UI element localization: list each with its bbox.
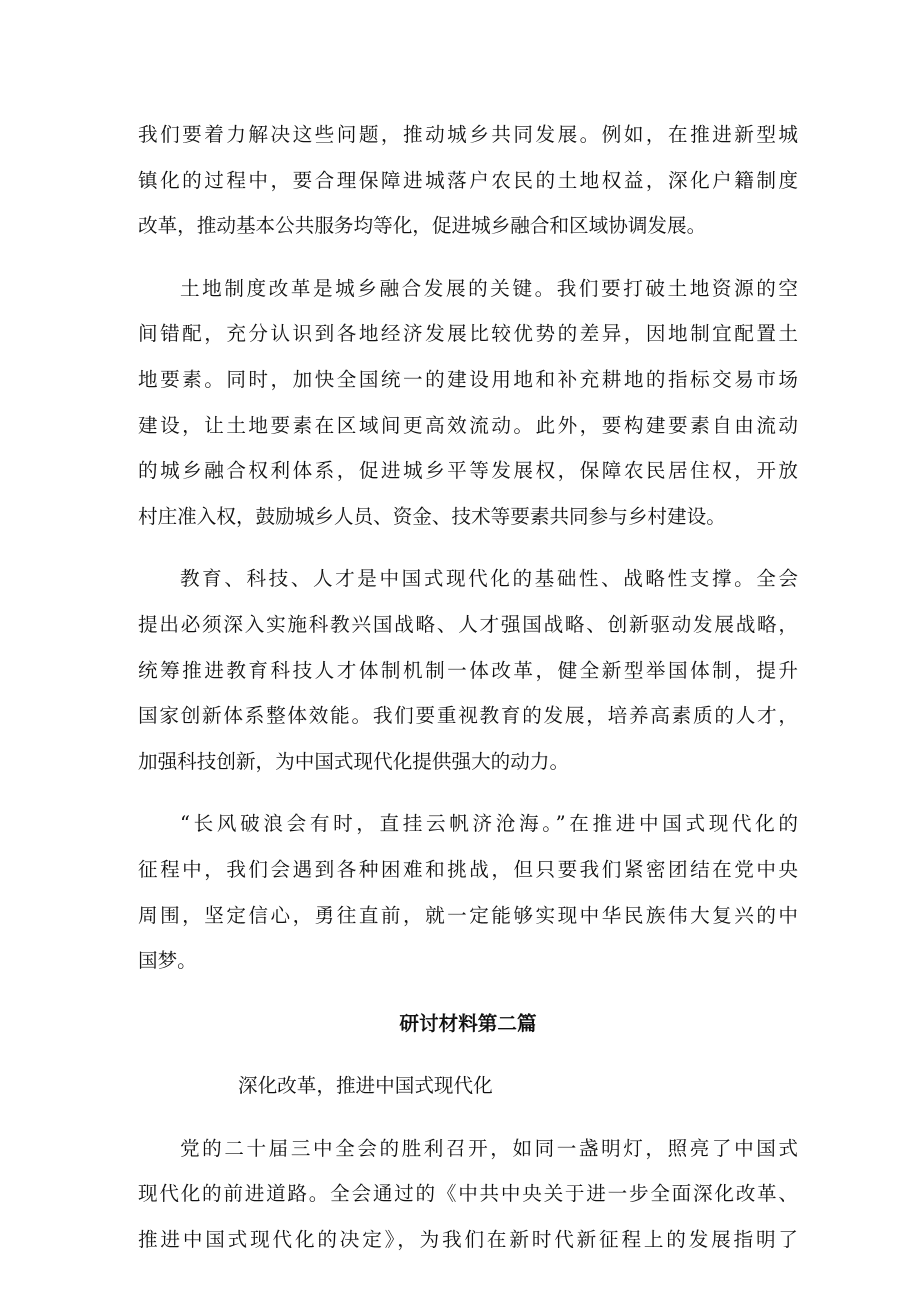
text-line: 周围，坚定信心，勇往直前，就一定能够实现中华民族伟大复兴的中 <box>138 903 798 927</box>
paragraph <box>138 1126 798 1263</box>
paragraph-gap <box>138 1109 798 1126</box>
text-line: 改革，推动基本公共服务均等化，促进城乡融合和区域协调发展。 <box>138 214 707 238</box>
paragraph <box>138 266 798 540</box>
text-line: 提出必须深入实施科教兴国战略、人才强国战略、创新驱动发展战略， <box>138 612 798 636</box>
text-line: 征程中，我们会遇到各种困难和挑战，但只要我们紧密团结在党中央 <box>138 857 798 881</box>
subtitle: 深化改革，推进中国式现代化 <box>238 1074 493 1098</box>
text-line: 教育、科技、人才是中国式现代化的基础性、战略性支撑。全会 <box>180 567 798 591</box>
text-line: 镇化的过程中，要合理保障进城落户农民的土地权益，深化户籍制度 <box>138 168 798 192</box>
text-line: 统筹推进教育科技人才体制机制一体改革，健全新型举国体制，提升 <box>138 658 798 682</box>
text-line: 建设，让土地要素在区域间更高效流动。此外，要构建要素自由流动 <box>138 413 798 437</box>
text-line: 推进中国式现代化的决定》，为我们在新时代新征程上的发展指明了 <box>138 1228 798 1252</box>
text-line: 加强科技创新，为中国式现代化提供强大的动力。 <box>138 749 570 773</box>
text-line: 地要素。同时，加快全国统一的建设用地和补充耕地的指标交易市场 <box>138 367 798 391</box>
text-line: 国家创新体系整体效能。我们要重视教育的发展，培养高素质的人才， <box>138 704 798 728</box>
paragraph-gap <box>138 1046 798 1063</box>
paragraph <box>138 556 798 784</box>
text-line: 党的二十届三中全会的胜利召开，如同一盏明灯，照亮了中国式 <box>180 1136 798 1160</box>
paragraph-gap <box>138 984 798 1001</box>
text-line: 国梦。 <box>138 949 197 973</box>
text-line: 土地制度改革是城乡融合发展的关键。我们要打破土地资源的空 <box>180 276 798 300</box>
paragraph-gap <box>138 539 798 556</box>
text-line: 我们要着力解决这些问题，推动城乡共同发展。例如，在推进新型城 <box>138 123 798 146</box>
text-line: 现代化的前进道路。全会通过的《中共中央关于进一步全面深化改革、 <box>138 1182 798 1206</box>
section-title: 研讨材料第二篇 <box>399 1011 537 1035</box>
paragraph-gap <box>138 784 798 801</box>
text-line: 的城乡融合权利体系，促进城乡平等发展权，保障农民居住权，开放 <box>138 459 798 483</box>
text-line: 间错配，充分认识到各地经济发展比较优势的差异，因地制宜配置土 <box>138 322 798 346</box>
text-line: “长风破浪会有时，直挂云帆济沧海。”在推进中国式现代化的 <box>180 812 798 836</box>
paragraph <box>138 801 798 983</box>
paragraph <box>138 112 798 249</box>
text-line: 村庄准入权，鼓励城乡人员、资金、技术等要素共同参与乡村建设。 <box>138 504 726 528</box>
paragraph-gap <box>138 249 798 266</box>
document-body <box>138 112 798 1263</box>
